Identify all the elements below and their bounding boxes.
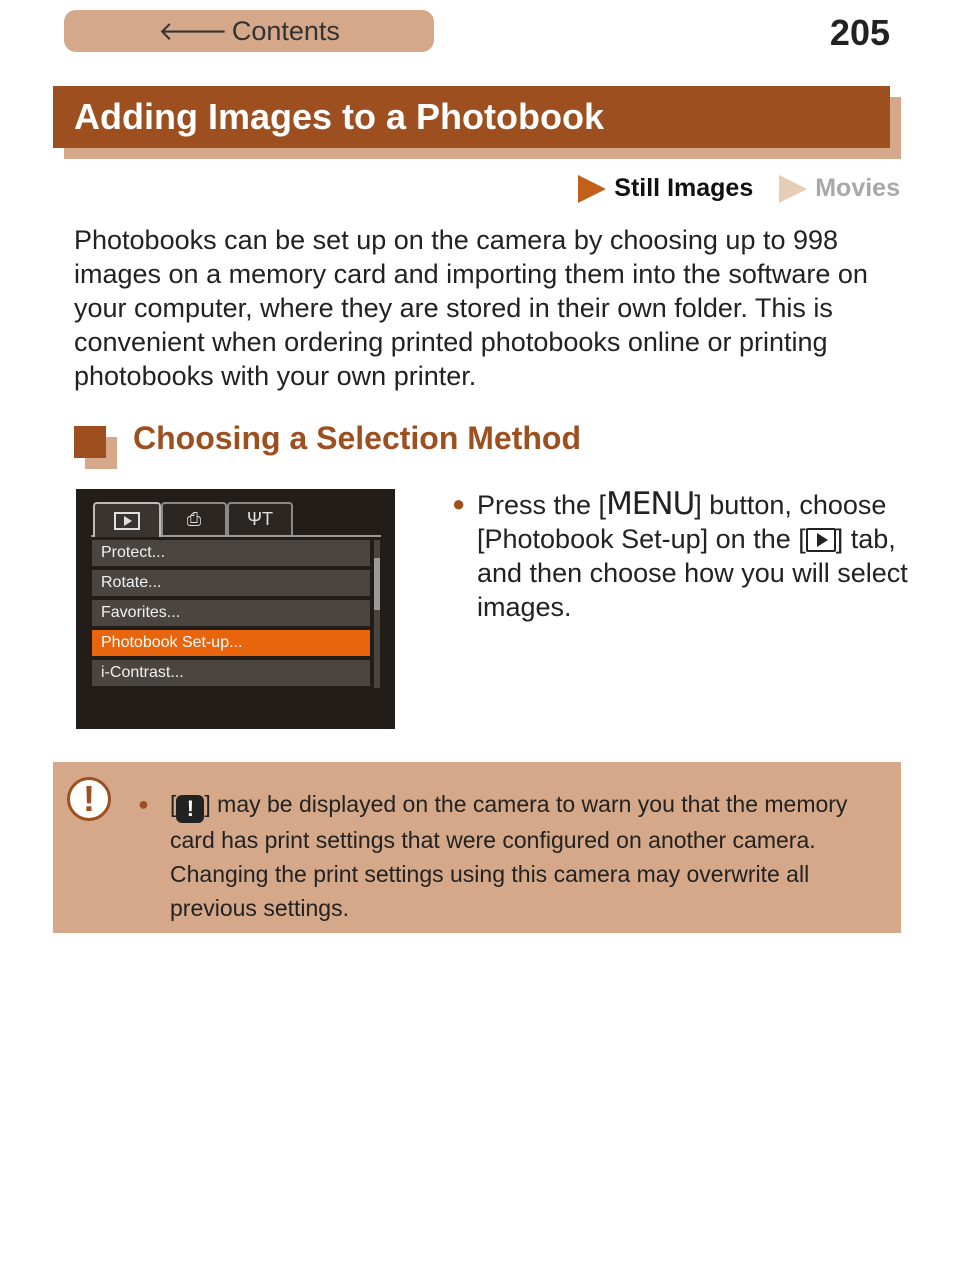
camera-menu-scrollbar bbox=[374, 540, 380, 688]
contents-label: Contents bbox=[231, 15, 340, 46]
caution-icon: ! bbox=[67, 777, 111, 821]
section-title: Choosing a Selection Method bbox=[133, 420, 582, 456]
bullet-icon: ● bbox=[452, 491, 466, 516]
camera-tab-bar bbox=[91, 502, 381, 537]
camera-menu-screenshot bbox=[76, 489, 395, 729]
menu-button-icon: MENU bbox=[606, 486, 695, 522]
intro-paragraph: Photobooks can be set up on the camera by choosing up to 998 images on a memory card and importing them into the software on your computer, where they are stored in their own folder. This is convenient when ordering printed photobooks online or printing photobooks with your own printer. bbox=[74, 225, 868, 391]
settings-tab-icon: ΨT bbox=[227, 502, 293, 535]
step-instruction bbox=[452, 487, 912, 624]
print-tab-icon: ⎙ bbox=[161, 502, 227, 535]
camera-menu-item: Favorites... bbox=[92, 600, 370, 626]
camera-menu-item: i-Contrast... bbox=[92, 660, 370, 686]
caution-text bbox=[138, 787, 878, 925]
step-text-part: ] tab, and then choose how you will select images. bbox=[477, 524, 908, 622]
still-images-label: Still Images bbox=[614, 174, 754, 202]
caution-text-part: ] may be displayed on the camera to warn you that the memory card has print settings that were configured on another camera. Changing the print settings using this camera may overwrite all previous settings. bbox=[170, 791, 848, 921]
step-text-part: ] button, choose [Photobook Set-up] on the [ bbox=[477, 490, 887, 554]
media-tabs bbox=[578, 174, 900, 203]
still-images-triangle-icon bbox=[578, 175, 606, 203]
movies-label: Movies bbox=[815, 174, 900, 202]
section-square-icon bbox=[74, 426, 118, 470]
back-arrow-icon: 🡐 bbox=[158, 15, 228, 46]
camera-menu-item: Protect... bbox=[92, 540, 370, 566]
caution-text-part: [ bbox=[170, 791, 177, 817]
caution-box bbox=[53, 762, 901, 933]
movies-triangle-icon bbox=[779, 175, 807, 203]
page-title: Adding Images to a Photobook bbox=[74, 96, 604, 137]
camera-menu-list bbox=[92, 540, 370, 690]
contents-button[interactable] bbox=[64, 10, 434, 52]
playback-tab-icon bbox=[93, 502, 161, 537]
camera-menu-item: Rotate... bbox=[92, 570, 370, 596]
page-number: 205 bbox=[829, 12, 890, 53]
print-warning-icon: ! bbox=[176, 795, 204, 823]
step-text-part: Press the [ bbox=[477, 490, 607, 520]
playback-tab-icon bbox=[806, 528, 836, 552]
title-bar bbox=[53, 86, 890, 148]
bullet-icon: ● bbox=[138, 794, 149, 814]
camera-menu-item-selected: Photobook Set-up... bbox=[92, 630, 370, 656]
